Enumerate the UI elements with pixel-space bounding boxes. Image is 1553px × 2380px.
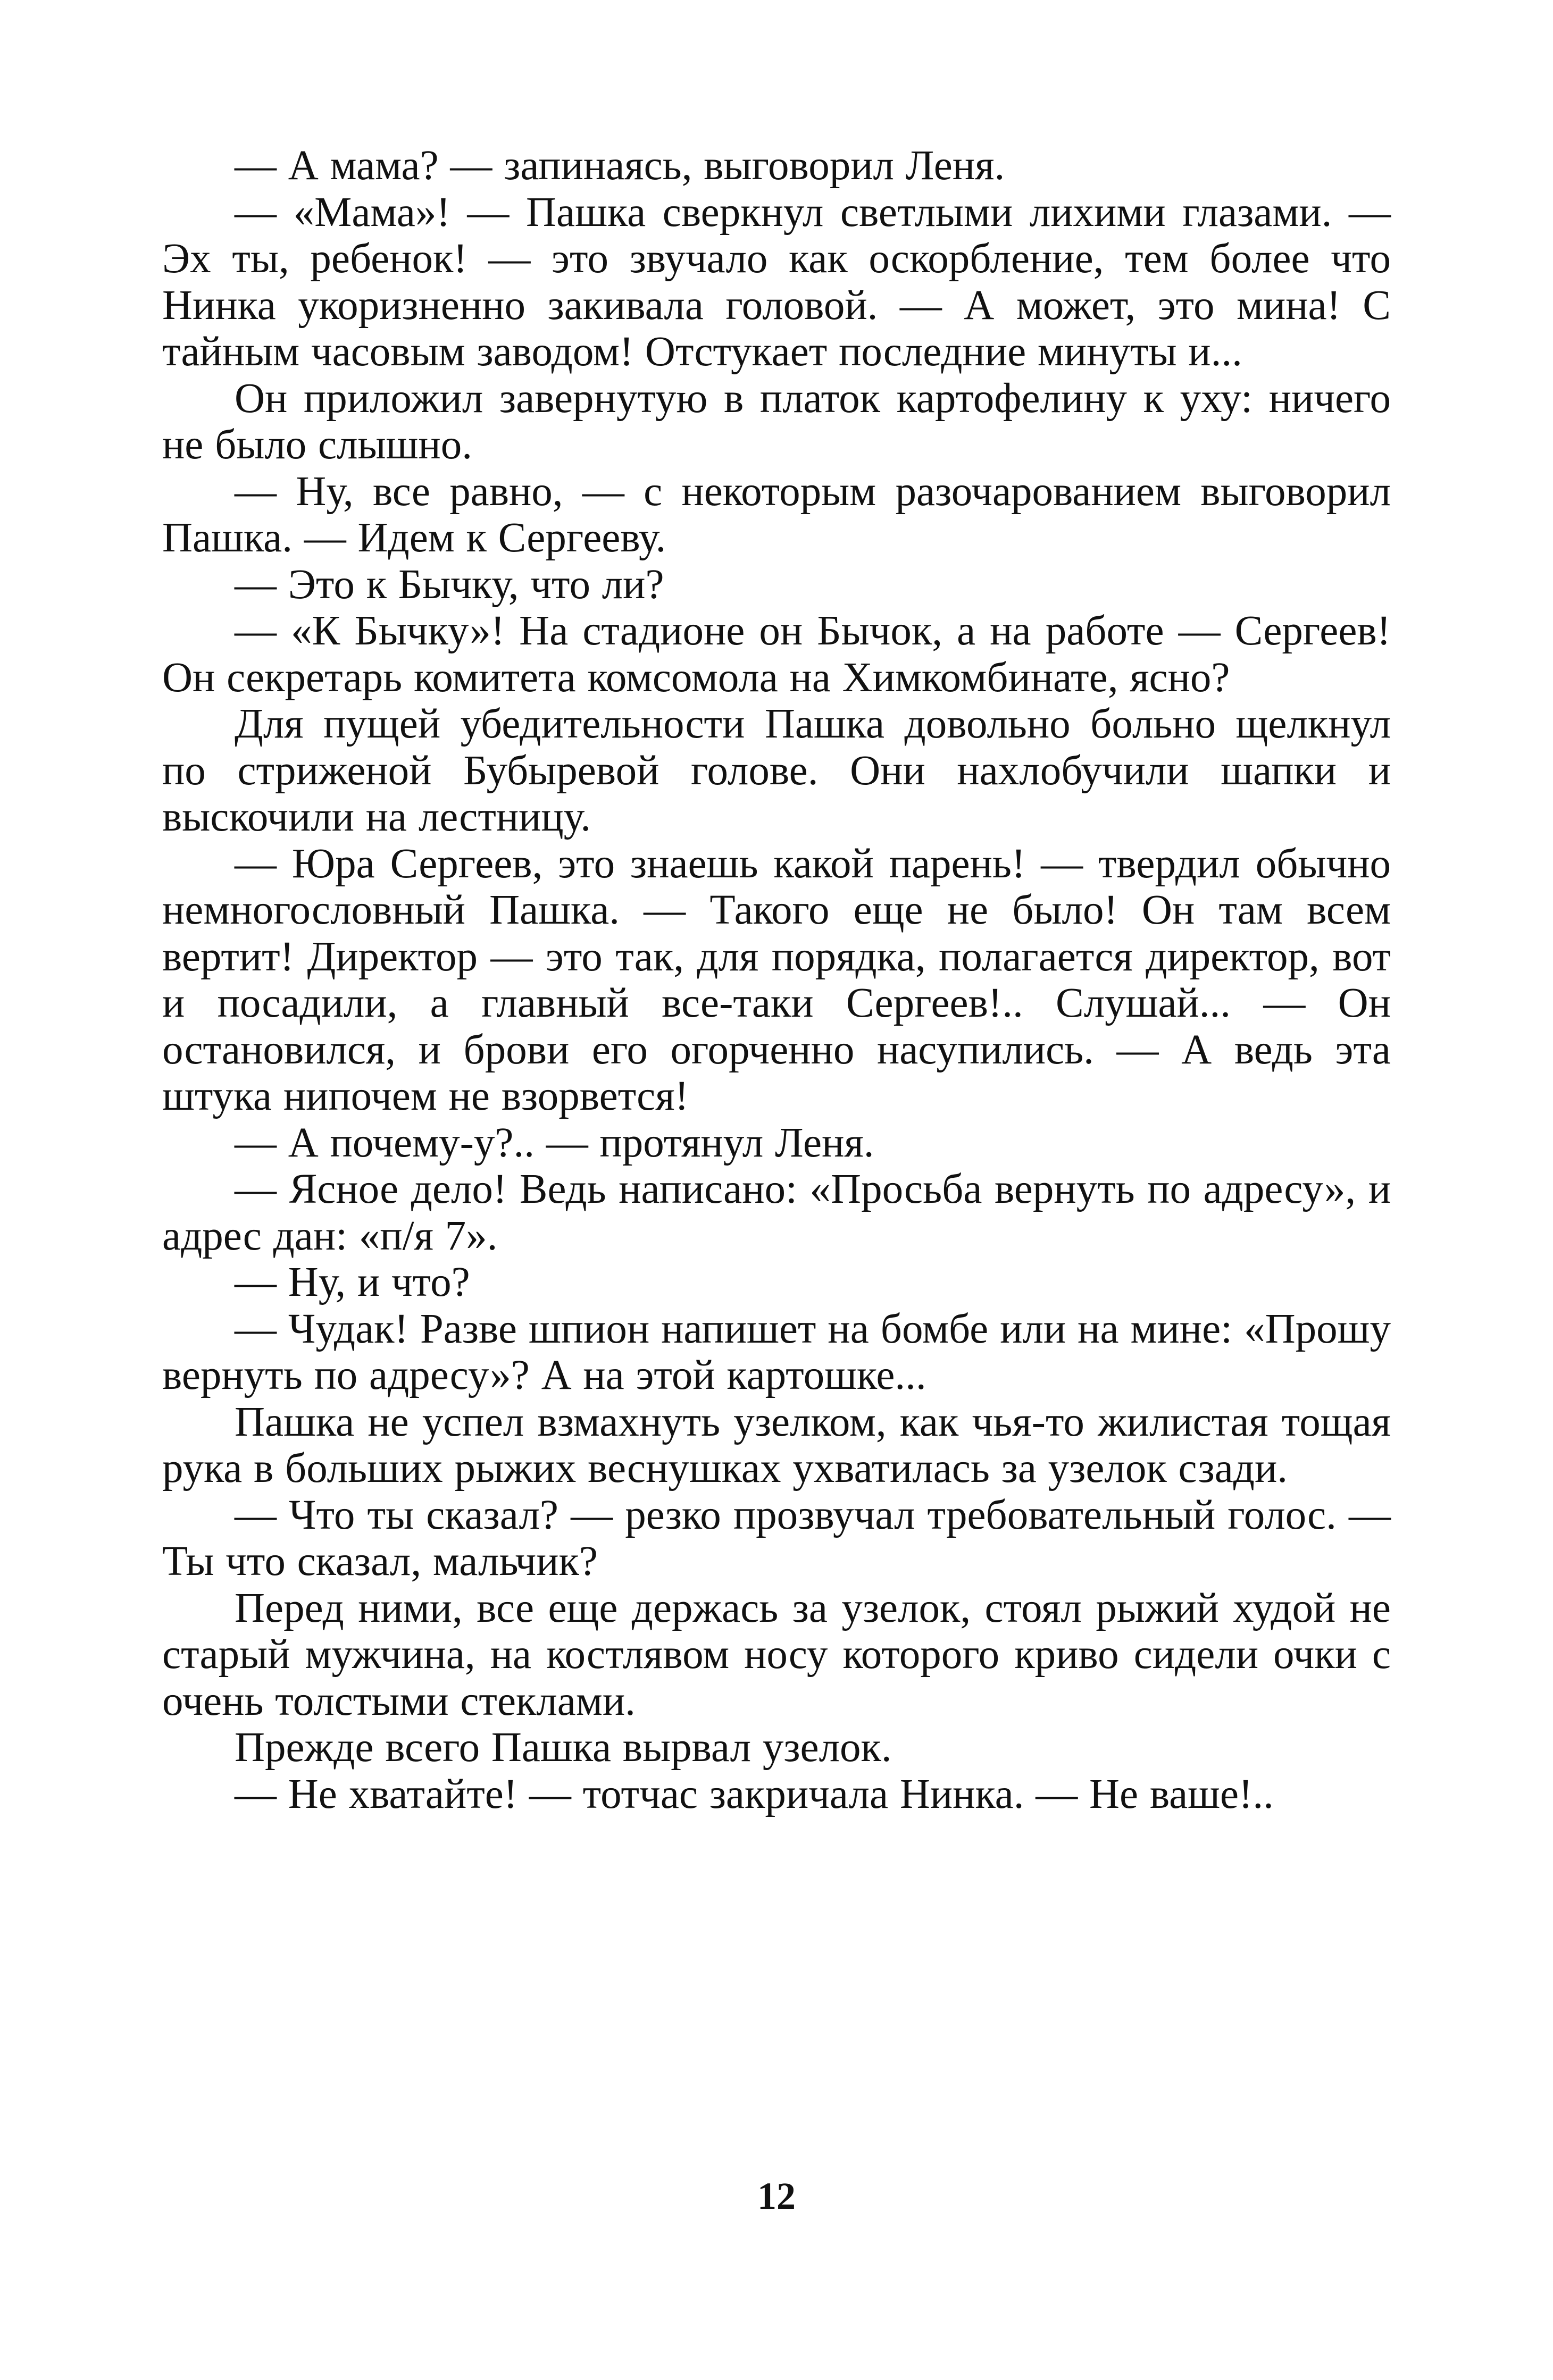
paragraph: — Не хватайте! — тотчас закричала Нинка. — Не ваше!.. xyxy=(235,1771,1274,1817)
paragraph: Прежде всего Пашка вырвал узелок. xyxy=(235,1724,892,1771)
paragraph: Он приложил завернутую в платок картофелину к уху: ничего не было слышно. xyxy=(162,375,1391,468)
paragraph: — «К Бычку»! На стадионе он Бычок, а на работе — Сергеев! Он секретарь комитета комсомола на Химкомбинате, ясно? xyxy=(162,608,1391,701)
paragraph: Для пущей убедительности Пашка довольно больно щелкнул по стриженой Бубыревой голове. Они нахлобучили шапки и выскочили на лестницу. xyxy=(162,701,1391,840)
paragraph: — Ясное дело! Ведь написано: «Просьба вернуть по адресу», и адрес дан: «п/я 7». xyxy=(162,1166,1391,1259)
paragraph: — Ну, все равно, — с некоторым разочарованием выговорил Пашка. — Идем к Сергееву. xyxy=(162,468,1391,561)
paragraph: — «Мама»! — Пашка сверкнул светлыми лихими глазами. — Эх ты, ребенок! — это звучало как оскорбление, тем более что Нинка укоризненно закивала головой. — А может, это мина! С тайным часовым заводом! Отстукает последние минуты и... xyxy=(162,189,1391,375)
paragraph: — Чудак! Разве шпион напишет на бомбе или на мине: «Прошу вернуть по адресу»? А на этой картошке... xyxy=(162,1305,1391,1398)
paragraph: Перед ними, все еще держась за узелок, стоял рыжий худой не старый мужчина, на костлявом носу которого криво сидели очки с очень толстыми стеклами. xyxy=(162,1585,1391,1724)
page-text xyxy=(162,143,1391,1817)
paragraph: — Юра Сергеев, это знаешь какой парень! — твердил обычно немногословный Пашка. — Такого еще не было! Он там всем вертит! Директор — это так, для порядка, полагается директор, вот и посадили, а главный все-таки Сергеев!.. Слушай... — Он остановился, и брови его огорченно насупились. — А ведь эта штука нипочем не взорвется! xyxy=(162,840,1391,1119)
paragraph: — Это к Бычку, что ли? xyxy=(235,561,664,608)
paragraph: — А почему-у?.. — протянул Леня. xyxy=(235,1119,874,1166)
paragraph: — Ну, и что? xyxy=(235,1259,470,1305)
paragraph: Пашка не успел взмахнуть узелком, как чья-то жилистая тощая рука в больших рыжих веснушках ухватилась за узелок сзади. xyxy=(162,1398,1391,1491)
page-number: 12 xyxy=(757,2175,796,2217)
paragraph: — А мама? — запинаясь, выговорил Леня. xyxy=(235,143,1005,189)
paragraph: — Что ты сказал? — резко прозвучал требовательный голос. — Ты что сказал, мальчик? xyxy=(162,1491,1391,1585)
